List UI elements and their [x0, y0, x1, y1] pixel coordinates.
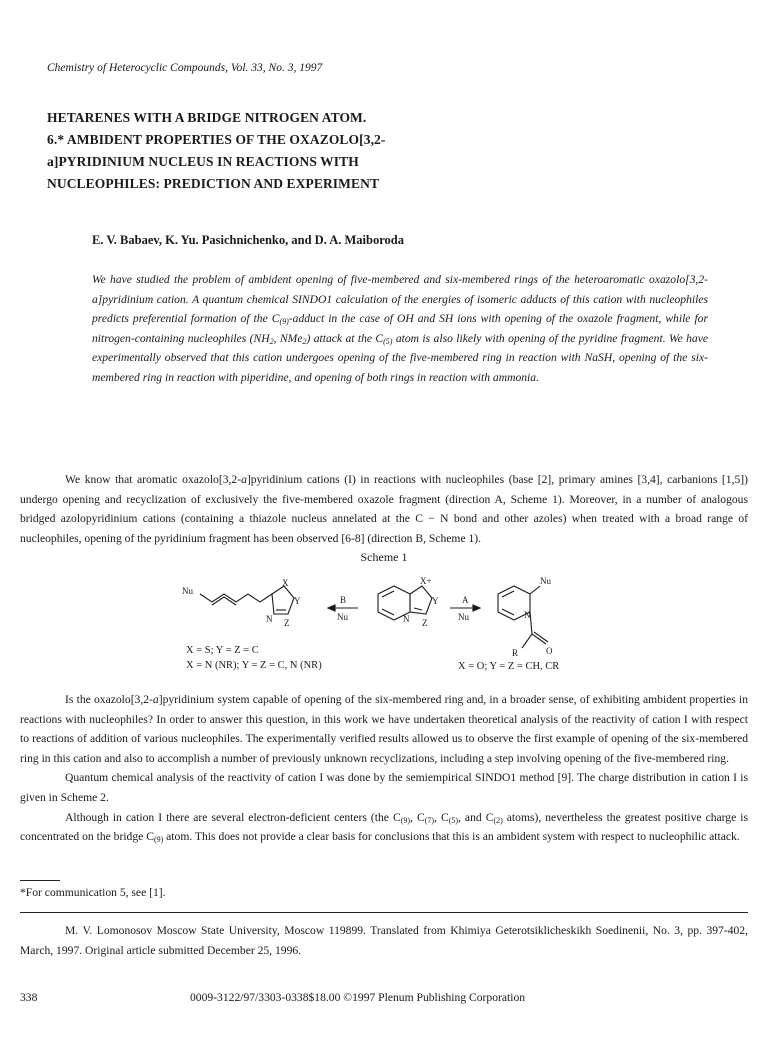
atom-o: O	[546, 646, 553, 656]
footnote-divider	[20, 880, 60, 881]
page-number: 338	[20, 991, 38, 1004]
title-line-1: HETARENES WITH A BRIDGE NITROGEN ATOM.	[47, 110, 367, 125]
scheme-caption-left	[186, 643, 322, 673]
title-line-4: NUCLEOPHILES: PREDICTION AND EXPERIMENT	[47, 176, 380, 191]
scheme-caption-right: X = O; Y = Z = CH, CR	[458, 661, 560, 672]
arrow-a-label: A	[462, 595, 469, 605]
title-line-2: 6.* AMBIDENT PROPERTIES OF THE OXAZOLO[3,2-	[47, 132, 386, 147]
abstract: We have studied the problem of ambident opening of five-membered and six-membered rings of the heteroaromatic oxazolo[3,2-a]pyridinium cation. A quantum chemical SINDO1 calculation of the energies of isomeric adducts of this cation with nucleophiles predicts preferential formation of the $C_{(9)}$-adduct in the case of OH and SH ions with opening of the oxazole fragment, while for nitrogen-containing nucleophiles ($NH_2$, NMe$_2$) attack at the $C_{(5)}$ atom is also likely with opening of the pyridine fragment. We have experimentally observed that this cation undergoes opening of the five-membered ring in reaction with NaSH, opening of the six-membered ring in reaction with piperidine, and opening of both rings in reaction with ammonia.	[92, 273, 708, 384]
atom-x-plus: X+	[420, 576, 432, 586]
authors: E. V. Babaev, K. Yu. Pasichnichenko, and D. A. Maiboroda	[92, 233, 405, 247]
atom-n-center: N	[403, 614, 410, 624]
arrow-b-label: B	[340, 595, 347, 605]
caption-left-line-1: X = S; Y = Z = C	[186, 645, 259, 656]
atom-z-center: Z	[422, 618, 428, 628]
journal-header: Chemistry of Heterocyclic Compounds, Vol. 33, No. 3, 1997	[47, 62, 323, 74]
affiliation: M. V. Lomonosov Moscow State University, Moscow 119899. Translated from Khimiya Geterotsiklicheskikh Soedinenii, No. 3, pp. 397-402, March, 1997. Original article submitted December 25, 1996.	[20, 924, 748, 957]
scheme-title: Scheme 1	[360, 550, 408, 564]
title-line-3: a]PYRIDINIUM NUCLEUS IN REACTIONS WITH	[47, 154, 359, 169]
paragraph-2: Is the oxazolo[3,2-a]pyridinium system capable of opening of the six-membered ring and, in a broader sense, of exhibiting ambident properties in reactions with nucleophiles? In order to answer this question, in this work we have undertaken theoretical analysis of the reactivity of cation I with respect to reactions of addition of various nucleophiles. The experimentally verified results allowed us to observe the first example of opening of the six-membered ring in this cation and also to accomplish a number of previously unknown recyclizations, including a step involving opening of the five-membered ring.	[20, 693, 748, 765]
atom-n-left: N	[266, 614, 273, 624]
paragraph-4: Although in cation I there are several electron-deficient centers (the $C_{(9)}$, $C_{(7)}$, $C_{(5)}$, and $C_{(2)}$ atoms), nevertheless the greatest positive charge is concentrated on the bridge $C_{(9)}$ atom. This does not provide a clear basis for conclusions that this is an ambident system with respect to nucleophilic attack.	[20, 810, 749, 845]
nu-label-right: Nu	[540, 576, 551, 586]
body-text-continued	[20, 690, 748, 847]
atom-y-center: Y	[432, 596, 439, 606]
copyright-line: 0009-3122/97/3303-0338$18.00 ©1997 Plenum Publishing Corporation	[190, 991, 526, 1004]
paragraph-1: We know that aromatic oxazolo[3,2-a]pyridinium cations (I) in reactions with nucleophiles (base [2], primary amines [3,4], carbanions [1,5]) undergo opening and recyclization of exclusively the five-membered oxazole fragment (direction A, Scheme 1). Moreover, in a number of analogous bridged azolopyridinium cations (containing a thiazole nucleus annelated at the C − N bond and other azoles) when treated with a broad range of nucleophiles, opening of the pyridinium fragment has been observed [6-8] (direction B, Scheme 1).	[20, 473, 748, 545]
nu-label-chain: Nu	[182, 586, 193, 596]
atom-y-left: Y	[294, 596, 301, 606]
polyene-chain	[200, 594, 272, 602]
arrow-a-nu: Nu	[458, 612, 469, 622]
article-title	[47, 107, 467, 195]
atom-n-right: N	[524, 610, 531, 620]
affiliation-divider	[20, 912, 748, 913]
atom-x-left: X	[282, 578, 289, 588]
arrow-b-nu: Nu	[337, 612, 348, 622]
atom-r: R	[512, 648, 519, 658]
footnote: *For communication 5, see [1].	[20, 886, 166, 899]
caption-left-line-2: X = N (NR); Y = Z = C, N (NR)	[186, 660, 322, 671]
paragraph-3: Quantum chemical analysis of the reactivity of cation I was done by the semiempirical SINDO1 method [9]. The charge distribution in cation I is given in Scheme 2.	[20, 771, 748, 804]
atom-z-left: Z	[284, 618, 290, 628]
